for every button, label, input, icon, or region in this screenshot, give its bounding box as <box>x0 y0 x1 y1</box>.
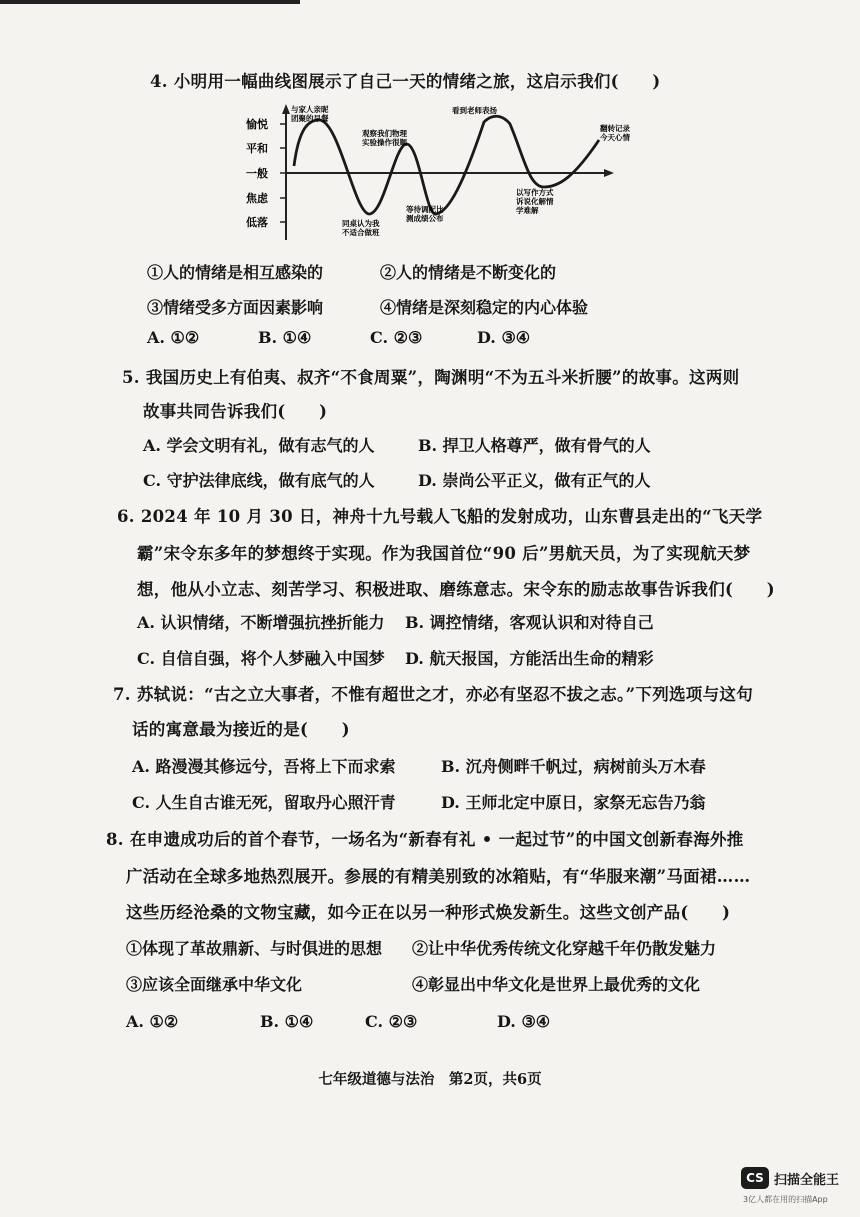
q8-option-b: B. ①④ <box>260 1012 314 1031</box>
camscanner-name: 扫描全能王 <box>774 1173 840 1188</box>
chart-annotation-5: 同桌认为我不适合做班 <box>342 219 380 237</box>
chart-x-arrow <box>604 169 614 177</box>
chart-annotation-1: 与家人亲昵团聚的早餐 <box>291 105 329 123</box>
question-5-stem-line-2: 故事共同告诉我们( ) <box>143 402 328 421</box>
q6-option-a: A. 认识情绪，不断增强抗挫折能力 <box>137 613 385 632</box>
q7-option-a: A. 路漫漫其修远兮，吾将上下而求索 <box>132 757 396 776</box>
chart-annotation-4: 翻转记录今天心情 <box>600 124 630 142</box>
question-6-stem-line-3: 想，他从小立志、刻苦学习、积极进取、磨练意志。宋令东的励志故事告诉我们( ) <box>137 580 775 599</box>
q8-option-d: D. ③④ <box>497 1012 551 1031</box>
y-label-1: 愉悦 <box>246 118 268 131</box>
q8-item-1: ①体现了革故鼎新、与时俱进的思想 <box>126 939 383 958</box>
q7-option-d: D. 王师北定中原日，家祭无忘告乃翁 <box>441 793 706 812</box>
question-7-stem-line-1: 7. 苏轼说：“古之立大事者，不惟有超世之才，亦必有坚忍不拔之志。”下列选项与这句 <box>113 685 754 704</box>
scan-edge-line <box>0 0 300 4</box>
q4-option-a: A. ①② <box>147 328 200 347</box>
q4-item-4: ④情绪是深刻稳定的内心体验 <box>380 298 589 317</box>
y-label-5: 低落 <box>246 216 268 229</box>
q7-option-b: B. 沉舟侧畔千帆过，病树前头万木春 <box>441 757 706 776</box>
question-8-stem-line-2: 广活动在全球多地热烈展开。参展的有精美别致的冰箱贴，有“华服来潮”马面裙…… <box>126 867 751 886</box>
camscanner-logo: CS <box>741 1167 769 1189</box>
q4-option-d: D. ③④ <box>477 328 531 347</box>
chart-annotation-7: 以写作方式诉说化解情学难解 <box>516 188 554 215</box>
q8-option-c: C. ②③ <box>365 1012 418 1031</box>
question-8-stem-line-3: 这些历经沧桑的文物宝藏，如今正在以另一种形式焕发新生。这些文创产品( ) <box>126 903 731 922</box>
question-8-stem-line-1: 8. 在申遗成功后的首个春节，一场名为“新春有礼 • 一起过节”的中国文创新春海外推 <box>106 830 744 849</box>
y-label-2: 平和 <box>246 142 268 155</box>
q8-item-3: ③应该全面继承中华文化 <box>126 975 303 994</box>
question-4-stem: 4. 小明用一幅曲线图展示了自己一天的情绪之旅，这启示我们( ) <box>150 72 661 91</box>
page-footer: 七年级道德与法治 第2页，共6页 <box>318 1071 542 1088</box>
chart-annotation-3: 看到老师表扬 <box>452 106 497 115</box>
q5-option-d: D. 崇尚公平正义，做有正气的人 <box>418 471 651 490</box>
q5-option-a: A. 学会文明有礼，做有志气的人 <box>143 436 375 455</box>
q8-item-4: ④彰显出中华文化是世界上最优秀的文化 <box>412 975 701 994</box>
question-7-stem-line-2: 话的寓意最为接近的是( ) <box>132 720 350 739</box>
q7-option-c: C. 人生自古谁无死，留取丹心照汗青 <box>132 793 396 812</box>
question-6-stem-line-1: 6. 2024 年 10 月 30 日，神舟十九号载人飞船的发射成功，山东曹县走出的“飞天学 <box>117 507 763 526</box>
camscanner-tagline: 3亿人都在用的扫描App <box>743 1195 828 1204</box>
q4-item-2: ②人的情绪是不断变化的 <box>380 263 557 282</box>
q5-option-c: C. 守护法律底线，做有底气的人 <box>143 471 375 490</box>
y-label-3: 一般 <box>246 167 268 180</box>
q4-option-c: C. ②③ <box>370 328 423 347</box>
q4-item-3: ③情绪受多方面因素影响 <box>147 298 324 317</box>
q8-item-2: ②让中华优秀传统文化穿越千年仍散发魅力 <box>412 939 717 958</box>
q5-option-b: B. 捍卫人格尊严，做有骨气的人 <box>418 436 651 455</box>
question-6-stem-line-2: 霸”宋令东多年的梦想终于实现。作为我国首位“90 后”男航天员，为了实现航天梦 <box>137 544 751 563</box>
q4-item-1: ①人的情绪是相互感染的 <box>147 263 324 282</box>
y-label-4: 焦虑 <box>246 192 268 205</box>
q6-option-d: D. 航天报国，方能活出生命的精彩 <box>405 649 654 668</box>
q6-option-b: B. 调控情绪，客观认识和对待自己 <box>405 613 654 632</box>
chart-annotation-2: 观察我们物理实验操作很顺 <box>362 129 407 147</box>
chart-annotation-6: 等待调配比测成绩公布 <box>406 205 444 223</box>
q6-option-c: C. 自信自强，将个人梦融入中国梦 <box>137 649 385 668</box>
emotion-curve-chart <box>244 102 664 252</box>
q4-option-b: B. ①④ <box>258 328 312 347</box>
q8-option-a: A. ①② <box>126 1012 179 1031</box>
chart-y-arrow <box>282 104 290 114</box>
question-5-stem-line-1: 5. 我国历史上有伯夷、叔齐“不食周粟”，陶渊明“不为五斗米折腰”的故事。这两则 <box>122 368 740 387</box>
